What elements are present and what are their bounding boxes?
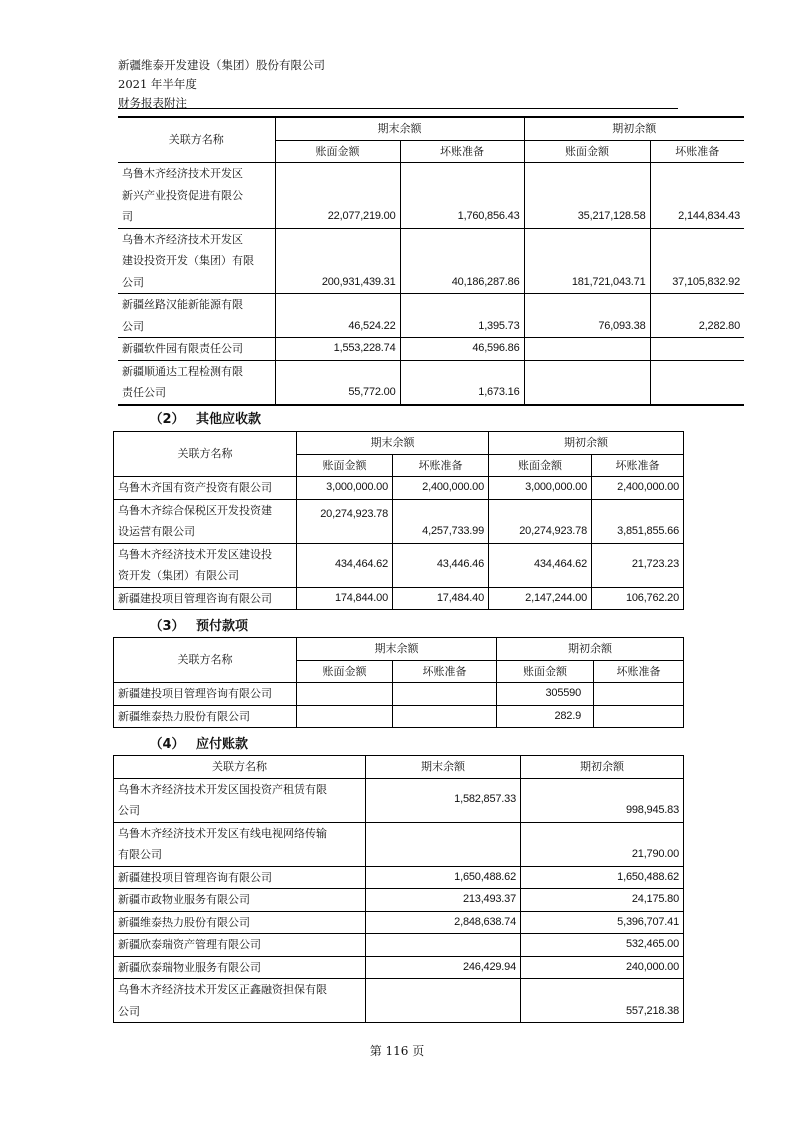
end-bad-cell: 1,673.16 (400, 360, 524, 405)
party-name: 新疆欣泰瑞资产管理有限公司 (114, 934, 366, 957)
begin-book-cell: 282.9 (497, 705, 594, 728)
end-balance-cell: 1,650,488.62 (366, 866, 521, 889)
party-name: 新疆欣泰瑞物业服务有限公司 (114, 956, 366, 979)
end-bad-cell: 17,484.40 (393, 587, 489, 610)
col-end-header: 期末余额 (366, 756, 521, 779)
section-heading-other-receivables: （2） 其他应收款 (149, 412, 262, 427)
payables-table (113, 755, 684, 1023)
end-bad-cell: 2,400,000.00 (393, 477, 489, 500)
begin-balance-cell: 998,945.83 (521, 778, 684, 822)
end-book-cell: 200,931,439.31 (275, 228, 400, 294)
begin-bad-cell (594, 683, 684, 706)
header-divider (118, 108, 678, 109)
party-name: 乌鲁木齐国有资产投资有限公司 (114, 477, 297, 500)
related-receivables-table (118, 116, 744, 406)
other-receivables-table (113, 431, 684, 610)
end-balance-cell: 246,429.94 (366, 956, 521, 979)
end-bad-cell: 46,596.86 (400, 338, 524, 361)
col-name-header: 关联方名称 (114, 638, 297, 683)
col-book-header: 账面金额 (497, 660, 594, 683)
party-name: 新疆市政物业服务有限公司 (114, 889, 366, 912)
table-row (114, 979, 684, 1023)
section-heading-prepayments: （3） 预付款项 (149, 619, 249, 634)
company-name: 新疆维泰开发建设（集团）股份有限公司 (118, 58, 325, 72)
begin-balance-cell: 240,000.00 (521, 956, 684, 979)
begin-bad-cell: 2,400,000.00 (592, 477, 684, 500)
end-balance-cell: 1,582,857.33 (366, 778, 521, 822)
party-name: 新疆顺通达工程检测有限 责任公司 (118, 360, 275, 405)
col-name-header: 关联方名称 (114, 756, 366, 779)
end-book-cell: 3,000,000.00 (297, 477, 393, 500)
begin-book-cell: 181,721,043.71 (524, 228, 650, 294)
begin-book-cell: 20,274,923.78 (489, 499, 592, 543)
col-book-header: 账面金额 (297, 660, 393, 683)
end-book-cell (297, 705, 393, 728)
table-row (114, 934, 684, 957)
table-row (114, 778, 684, 822)
begin-balance-cell: 557,218.38 (521, 979, 684, 1023)
begin-book-cell: 2,147,244.00 (489, 587, 592, 610)
begin-book-cell: 35,217,128.58 (524, 163, 650, 229)
end-bad-cell: 4,257,733.99 (393, 499, 489, 543)
col-begin-header: 期初余额 (497, 638, 684, 661)
col-book-header: 账面金额 (524, 140, 650, 163)
col-bad-header: 坏账准备 (393, 660, 497, 683)
col-book-header: 账面金额 (275, 140, 400, 163)
report-section: 财务报表附注 (118, 96, 187, 110)
section-heading-payables: （4） 应付账款 (149, 737, 249, 752)
party-name: 新疆建投项目管理咨询有限公司 (114, 866, 366, 889)
end-balance-cell (366, 979, 521, 1023)
begin-book-cell: 434,464.62 (489, 543, 592, 587)
begin-balance-cell: 21,790.00 (521, 822, 684, 866)
col-end-header: 期末余额 (297, 638, 497, 661)
begin-bad-cell (650, 360, 744, 405)
table-row (114, 499, 684, 543)
col-end-header: 期末余额 (297, 432, 489, 455)
end-book-cell: 55,772.00 (275, 360, 400, 405)
table-row (114, 543, 684, 587)
end-bad-cell: 1,760,856.43 (400, 163, 524, 229)
party-name: 新疆软件园有限责任公司 (118, 338, 275, 361)
col-begin-header: 期初余额 (524, 117, 744, 140)
end-bad-cell (393, 705, 497, 728)
begin-bad-cell (594, 705, 684, 728)
table-row (118, 294, 744, 338)
party-name: 乌鲁木齐经济技术开发区有线电视网络传输 有限公司 (114, 822, 366, 866)
begin-book-cell: 3,000,000.00 (489, 477, 592, 500)
document-header (118, 56, 325, 113)
table-row (114, 587, 684, 610)
end-book-cell: 46,524.22 (275, 294, 400, 338)
party-name: 新疆维泰热力股份有限公司 (114, 705, 297, 728)
end-bad-cell: 40,186,287.86 (400, 228, 524, 294)
party-name: 新疆维泰热力股份有限公司 (114, 911, 366, 934)
col-bad-header: 坏账准备 (592, 454, 684, 477)
begin-book-cell (524, 338, 650, 361)
col-bad-header: 坏账准备 (594, 660, 684, 683)
begin-bad-cell: 3,851,855.66 (592, 499, 684, 543)
table-row (114, 683, 684, 706)
party-name: 乌鲁木齐经济技术开发区国投资产租赁有限 公司 (114, 778, 366, 822)
begin-balance-cell: 532,465.00 (521, 934, 684, 957)
table-row (114, 477, 684, 500)
begin-book-cell (524, 360, 650, 405)
end-balance-cell: 213,493.37 (366, 889, 521, 912)
end-book-cell: 20,274,923.78 (297, 499, 393, 543)
table-row (114, 889, 684, 912)
party-name: 乌鲁木齐经济技术开发区 新兴产业投资促进有限公 司 (118, 163, 275, 229)
col-book-header: 账面金额 (297, 454, 393, 477)
party-name: 新疆建投项目管理咨询有限公司 (114, 683, 297, 706)
col-name-header: 关联方名称 (118, 117, 275, 163)
table-row (118, 228, 744, 294)
begin-book-cell: 305590 (497, 683, 594, 706)
table-row (114, 822, 684, 866)
end-balance-cell (366, 822, 521, 866)
table-row (114, 705, 684, 728)
party-name: 乌鲁木齐经济技术开发区正鑫融资担保有限 公司 (114, 979, 366, 1023)
begin-balance-cell: 24,175.80 (521, 889, 684, 912)
col-begin-header: 期初余额 (521, 756, 684, 779)
party-name: 乌鲁木齐综合保税区开发投资建 设运营有限公司 (114, 499, 297, 543)
end-book-cell (297, 683, 393, 706)
col-bad-header: 坏账准备 (650, 140, 744, 163)
prepayments-table (113, 637, 684, 728)
col-end-header: 期末余额 (275, 117, 524, 140)
table-row (118, 338, 744, 361)
party-name: 新疆丝路汉能新能源有限 公司 (118, 294, 275, 338)
table-row (118, 360, 744, 405)
begin-bad-cell (650, 338, 744, 361)
col-name-header: 关联方名称 (114, 432, 297, 477)
table-row (114, 956, 684, 979)
report-period: 2021 年半年度 (118, 77, 197, 91)
party-name: 乌鲁木齐经济技术开发区建设投 资开发（集团）有限公司 (114, 543, 297, 587)
begin-bad-cell: 37,105,832.92 (650, 228, 744, 294)
begin-bad-cell: 2,282.80 (650, 294, 744, 338)
begin-bad-cell: 106,762.20 (592, 587, 684, 610)
end-book-cell: 434,464.62 (297, 543, 393, 587)
col-begin-header: 期初余额 (489, 432, 684, 455)
begin-bad-cell: 2,144,834.43 (650, 163, 744, 229)
begin-bad-cell: 21,723.23 (592, 543, 684, 587)
party-name: 乌鲁木齐经济技术开发区 建设投资开发（集团）有限 公司 (118, 228, 275, 294)
begin-book-cell: 76,093.38 (524, 294, 650, 338)
col-bad-header: 坏账准备 (393, 454, 489, 477)
table-row (114, 866, 684, 889)
col-book-header: 账面金额 (489, 454, 592, 477)
col-bad-header: 坏账准备 (400, 140, 524, 163)
end-balance-cell: 2,848,638.74 (366, 911, 521, 934)
end-book-cell: 174,844.00 (297, 587, 393, 610)
end-bad-cell: 43,446.46 (393, 543, 489, 587)
page-number: 第 116 页 (369, 1044, 425, 1058)
party-name: 新疆建投项目管理咨询有限公司 (114, 587, 297, 610)
begin-balance-cell: 1,650,488.62 (521, 866, 684, 889)
table-row (118, 163, 744, 229)
end-book-cell: 22,077,219.00 (275, 163, 400, 229)
end-bad-cell (393, 683, 497, 706)
end-bad-cell: 1,395.73 (400, 294, 524, 338)
table-row (114, 911, 684, 934)
end-balance-cell (366, 934, 521, 957)
end-book-cell: 1,553,228.74 (275, 338, 400, 361)
begin-balance-cell: 5,396,707.41 (521, 911, 684, 934)
